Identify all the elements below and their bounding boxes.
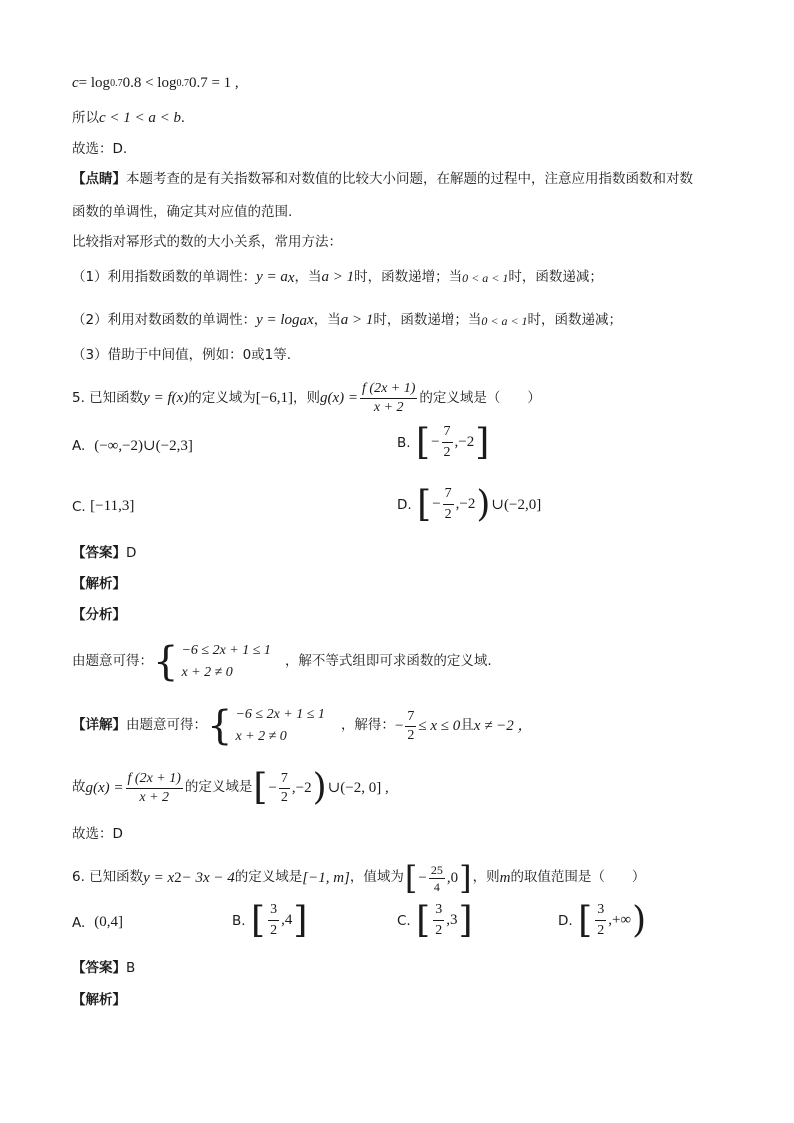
detail-5-and: 且 bbox=[460, 717, 474, 734]
q5-option-a[interactable] bbox=[72, 436, 193, 455]
answer-5-tag: 【答案】 bbox=[72, 545, 126, 561]
question-5 bbox=[72, 382, 734, 415]
q6-ask: 的取值范围是（ ） bbox=[510, 869, 646, 886]
therefore-5-num: f (2x + 1) bbox=[126, 772, 183, 789]
answer-5-value: D bbox=[126, 545, 137, 561]
method-2: （2）利用对数函数的单调性： y = log a x ，当 a > 1 时，函数递增；当 0 < a < 1 时，函数递减； bbox=[72, 311, 623, 329]
log-expr-3: 0.7 = 1 , bbox=[188, 75, 239, 91]
q6-option-b[interactable] bbox=[232, 899, 308, 941]
detail-5-den: 2 bbox=[407, 727, 415, 743]
detail-5-eq2: x + 2 ≠ 0 bbox=[235, 729, 287, 744]
therefore-5-gx: g(x) = bbox=[85, 779, 124, 796]
q5-frac-num: f (2x + 1) bbox=[360, 382, 417, 399]
therefore-5-fd: 2 bbox=[280, 789, 288, 805]
detail-5-brace: { bbox=[207, 703, 233, 749]
q6-c-rbracket: ] bbox=[458, 899, 473, 941]
analysis-5-system bbox=[72, 639, 734, 685]
q6-func-rest: − 3x − 4 bbox=[181, 869, 235, 886]
q6-a-value: (0,4] bbox=[94, 914, 123, 930]
analysis-6-tag: 【解析】 bbox=[72, 992, 126, 1008]
method-2-dec: 时，函数递减； bbox=[527, 311, 623, 328]
q6-c-lbracket: [ bbox=[416, 899, 431, 941]
therefore-5-fn: 7 bbox=[279, 772, 290, 789]
q6-c-den: 2 bbox=[435, 923, 443, 938]
detail-5-frac bbox=[405, 710, 416, 743]
conclusion-line bbox=[72, 111, 734, 126]
q5-fraction bbox=[360, 382, 417, 415]
q6-b-rbracket: ] bbox=[293, 899, 308, 941]
method-1-prefix: （1）利用指数函数的单调性： bbox=[72, 268, 257, 285]
method-2-prefix: （2）利用对数函数的单调性： bbox=[72, 311, 257, 328]
detail-5-range: ≤ x ≤ 0 bbox=[418, 717, 461, 734]
method-2-x: x bbox=[307, 312, 314, 328]
answer-5 bbox=[72, 547, 734, 561]
an5-system bbox=[181, 644, 270, 680]
q5-b-tail: ,−2 bbox=[454, 434, 475, 450]
q6-b-label: B. bbox=[232, 912, 246, 929]
therefore-5: 故 g(x) = $\frac{f (2x + 1)}{x + 2}$ 的定义域是 [ − $\frac{7}{2}$ ,−2 ) ∪(−2, 0] , bbox=[72, 767, 389, 808]
method-2-when: ，当 bbox=[313, 311, 341, 328]
q6-m: m bbox=[499, 869, 511, 886]
q6-func: y = x bbox=[143, 869, 175, 886]
q6-a-label: A. bbox=[72, 914, 86, 931]
q5-b-label: B. bbox=[397, 434, 411, 451]
q6-c-frac bbox=[433, 902, 444, 939]
an5-prefix: 由题意可得： bbox=[72, 653, 153, 670]
conclusion-expr: c < 1 < a < b bbox=[99, 110, 182, 126]
q6-range-lbracket: [ bbox=[404, 859, 418, 897]
detail-5-solve: ，解得： bbox=[340, 717, 395, 734]
q5-d-tail: ,−2 bbox=[455, 496, 476, 512]
answer-6-value: B bbox=[126, 960, 136, 976]
q6-range-frac bbox=[429, 864, 445, 893]
q6-d-tail: ,+∞ bbox=[608, 912, 632, 928]
q6-b-frac bbox=[268, 902, 279, 939]
q5-option-b[interactable]: B. [ − $\frac{7}{2}$ ,−2 ] bbox=[397, 421, 490, 463]
q5-option-d[interactable]: D. [ − $\frac{7}{2}$ ,−2 ) ∪(−2,0] bbox=[397, 483, 542, 525]
therefore-5-lbracket: [ bbox=[253, 767, 268, 808]
q5-d-rparen: ) bbox=[476, 483, 491, 525]
method-2-inc: 时，函数递增；当 bbox=[373, 311, 482, 328]
detail-5-tag: 【详解】 bbox=[72, 717, 126, 734]
conclusion-prefix: 所以 bbox=[72, 109, 99, 126]
method-1-formula: y = a bbox=[256, 269, 288, 285]
q5-d-union: ∪(−2,0] bbox=[491, 497, 542, 513]
q6-range-label: ，值域为 bbox=[349, 869, 404, 886]
q6-domain-label: 的定义域是 bbox=[234, 869, 303, 886]
q6-c-tail: ,3 bbox=[446, 912, 458, 928]
q5-d-num: 7 bbox=[443, 486, 454, 505]
q5-d-den: 2 bbox=[444, 507, 452, 522]
q5-d-frac bbox=[443, 486, 454, 523]
therefore-5-tail: ,−2 bbox=[291, 779, 312, 796]
method-intro: 比较指对幂形式的数的大小关系，常用方法： bbox=[72, 234, 342, 250]
detail-5-num: 7 bbox=[405, 710, 416, 727]
q6-domain: [−1, m] bbox=[302, 869, 350, 886]
q5-b-den: 2 bbox=[443, 445, 451, 460]
q6-b-num: 3 bbox=[268, 902, 279, 921]
log-comparison-line: c = log 0.7 0.8 < log 0.7 0.7 = 1 , bbox=[72, 75, 239, 91]
q6-c-num: 3 bbox=[433, 902, 444, 921]
q5-b-num: 7 bbox=[442, 424, 453, 443]
detail-5-neg: − bbox=[394, 717, 404, 734]
q6-option-a[interactable] bbox=[72, 914, 123, 931]
comment-line-2: 函数的单调性，确定其对应值的范围. bbox=[72, 204, 293, 220]
q6-range-num: 25 bbox=[430, 862, 443, 877]
therefore-5-frac2 bbox=[279, 772, 290, 805]
an5-brace: { bbox=[153, 639, 179, 685]
q5-prefix: 5. 已知函数 bbox=[72, 389, 144, 406]
q6-b-lbracket: [ bbox=[251, 899, 266, 941]
therefore-5-frac bbox=[126, 772, 183, 805]
an5-eq1: −6 ≤ 2x + 1 ≤ 1 bbox=[181, 643, 271, 658]
detail-5-ne: x ≠ −2 ， bbox=[473, 717, 533, 734]
q6-b-den: 2 bbox=[270, 923, 278, 938]
q6-option-d[interactable] bbox=[558, 899, 647, 941]
detail-5 bbox=[72, 703, 734, 749]
q6-d-num: 3 bbox=[595, 902, 606, 921]
choice-5: 故选：D bbox=[72, 826, 123, 842]
detail-5-system bbox=[235, 708, 324, 744]
method-1-when: ，当 bbox=[294, 268, 322, 285]
comment-text: 本题考查的是有关指数幂和对数值的比较大小问题，在解题的过程中，注意应用指数函数和对数 bbox=[126, 171, 693, 187]
q5-b-frac bbox=[442, 424, 453, 461]
q6-d-rparen: ) bbox=[632, 899, 647, 941]
q6-range-den: 4 bbox=[433, 879, 440, 894]
detail-5-eq1: −6 ≤ 2x + 1 ≤ 1 bbox=[235, 707, 325, 722]
var-c: c bbox=[72, 75, 79, 91]
method-1-dec: 时，函数递减； bbox=[508, 268, 603, 285]
q5-a-label: A. bbox=[72, 437, 86, 454]
an5-end: ，解不等式组即可求函数的定义域. bbox=[284, 653, 492, 670]
q5-b-lbracket: [ bbox=[416, 421, 431, 463]
q6-d-label: D. bbox=[558, 912, 573, 929]
question-6: 6. 已知函数 y = x 2 − 3x − 4 的定义域是 [−1, m] ，值域为 [ − $\frac{25}{4}$ ,0 ] ，则 m 的取值范围是（ ） bbox=[72, 859, 646, 897]
q5-then: ，则 bbox=[292, 389, 320, 406]
method-1: （1）利用指数函数的单调性： y = a x ，当 a > 1 时，函数递增；当 0 < a < 1 时，函数递减； bbox=[72, 268, 603, 286]
fenxi-5-tag: 【分析】 bbox=[72, 607, 126, 623]
therefore-5-mid: 的定义域是 bbox=[184, 779, 253, 796]
method-1-cond2: 0 < a < 1 bbox=[462, 270, 509, 285]
method-2-cond2: 0 < a < 1 bbox=[481, 313, 528, 328]
q5-frac-den: x + 2 bbox=[373, 400, 404, 415]
q5-c-value: [−11,3] bbox=[90, 498, 135, 514]
log-expr-2: 0.8 < log bbox=[122, 75, 177, 91]
q6-prefix: 6. 已知函数 bbox=[72, 869, 144, 886]
q5-d-label: D. bbox=[397, 496, 412, 513]
q5-b-rbracket: ] bbox=[475, 421, 490, 463]
q5-gx: g(x) = bbox=[319, 390, 359, 406]
method-1-cond: a > 1 bbox=[321, 269, 355, 285]
comment-line bbox=[72, 173, 734, 187]
answer-6 bbox=[72, 962, 734, 976]
q6-d-den: 2 bbox=[597, 923, 605, 938]
q6-d-frac bbox=[595, 902, 606, 939]
q5-domain: [−6,1] bbox=[255, 390, 293, 406]
conclusion-end: . bbox=[181, 110, 185, 126]
q6-c-label: C. bbox=[397, 912, 411, 929]
q6-range-tail: ,0 bbox=[446, 869, 459, 886]
q6-d-lbracket: [ bbox=[578, 899, 593, 941]
q5-func: y = f(x) bbox=[143, 390, 189, 406]
method-2-cond: a > 1 bbox=[340, 312, 374, 328]
q6-option-c[interactable] bbox=[397, 899, 474, 941]
q5-domain-label: 的定义域为 bbox=[188, 389, 256, 406]
q5-c-label: C. bbox=[72, 498, 86, 515]
log-expr-1: = log bbox=[78, 75, 111, 91]
q6-b-tail: ,4 bbox=[281, 912, 293, 928]
choice-line-1: 故选：D. bbox=[72, 141, 128, 157]
q5-ask: 的定义域是（ ） bbox=[419, 389, 541, 406]
method-2-formula: y = log bbox=[256, 312, 300, 328]
q6-then: ，则 bbox=[472, 869, 500, 886]
comment-tag: 【点睛】 bbox=[72, 171, 126, 187]
q5-d-lbracket: [ bbox=[417, 483, 432, 525]
q5-a-value: (−∞,−2)∪(−2,3] bbox=[94, 438, 193, 454]
q6-range-rbracket: ] bbox=[459, 859, 472, 897]
an5-eq2: x + 2 ≠ 0 bbox=[181, 665, 233, 680]
therefore-5-prefix: 故 bbox=[72, 779, 86, 796]
therefore-5-union: ∪(−2, 0] , bbox=[327, 779, 389, 796]
detail-5-prefix: 由题意可得： bbox=[126, 717, 207, 734]
q5-option-c[interactable] bbox=[72, 498, 134, 515]
method-1-inc: 时，函数递增；当 bbox=[354, 268, 463, 285]
therefore-5-rparen: ) bbox=[312, 767, 327, 808]
method-3: （3）借助于中间值，例如：0或1等. bbox=[72, 347, 292, 363]
analysis-5-tag: 【解析】 bbox=[72, 576, 126, 592]
answer-6-tag: 【答案】 bbox=[72, 960, 126, 976]
therefore-5-den: x + 2 bbox=[139, 789, 170, 805]
